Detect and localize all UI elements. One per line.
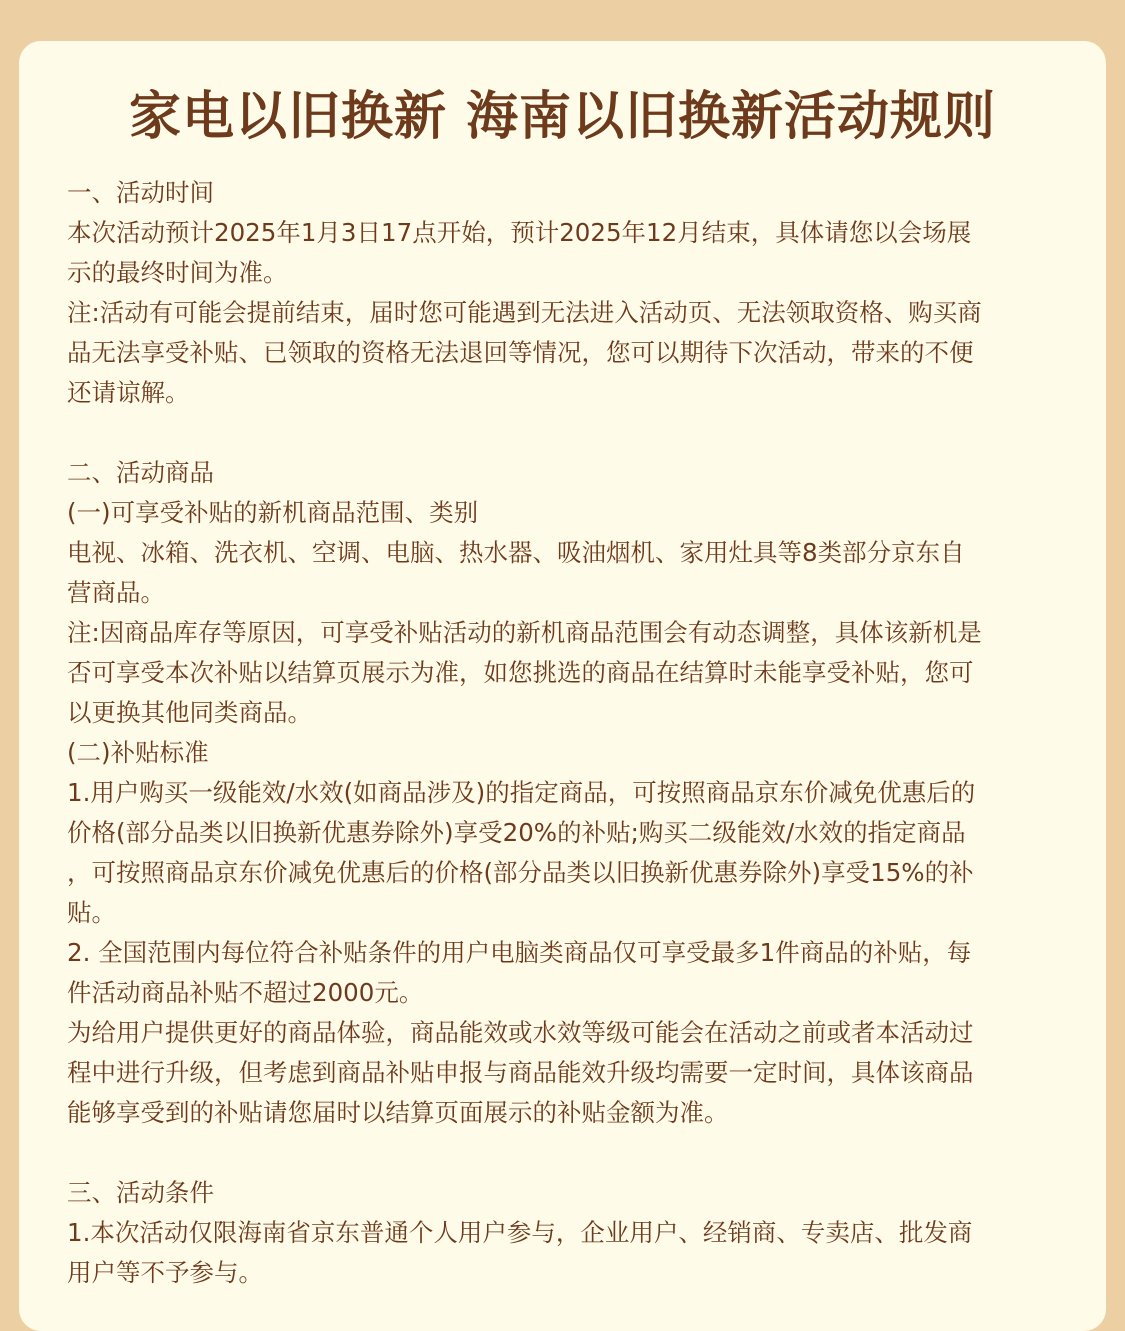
rule-3-line: 为给用户提供更好的商品体验，商品能效或水效等级可能会在活动之前或者本活动过 <box>67 1018 974 1047</box>
rule-3-line: 能够享受到的补贴请您届时以结算页面展示的补贴金额为准。 <box>67 1098 729 1127</box>
page-title: 家电以旧换新 海南以旧换新活动规则 <box>128 87 997 147</box>
section-spacer <box>67 413 1067 453</box>
section-1-heading: 一、活动时间 <box>67 178 214 207</box>
rule-1-line: 价格(部分品类以旧换新优惠券除外)享受20%的补贴;购买二级能效/水效的指定商品 <box>67 818 966 847</box>
section-1-note-line: 注:活动有可能会提前结束，届时您可能遇到无法进入活动页、无法领取资格、购买商 <box>67 298 982 327</box>
rule-2-line: 件活动商品补贴不超过2000元。 <box>67 978 424 1007</box>
rule-3-line: 程中进行升级，但考虑到商品补贴申报与商品能效升级均需要一定时间，具体该商品 <box>67 1058 974 1087</box>
section-2-note-line: 注:因商品库存等原因，可享受补贴活动的新机商品范围会有动态调整，具体该新机是 <box>67 618 982 647</box>
rule-1-line: ，可按照商品京东价减免优惠后的价格(部分品类以旧换新优惠券除外)享受15%的补 <box>67 858 974 887</box>
section-2-note-line: 以更换其他同类商品。 <box>67 698 312 727</box>
section-2-heading: 二、活动商品 <box>67 458 214 487</box>
rule-1-line: 1.用户购买一级能效/水效(如商品涉及)的指定商品，可按照商品京东价减免优惠后的 <box>67 778 976 807</box>
rules-content <box>67 173 1067 1293</box>
section-1-text-line: 本次活动预计2025年1月3日17点开始，预计2025年12月结束，具体请您以会场展 <box>67 218 972 247</box>
rule-2-line: 2. 全国范围内每位符合补贴条件的用户电脑类商品仅可享受最多1件商品的补贴，每 <box>67 938 972 967</box>
section-2-subheading-scope: (一)可享受补贴的新机商品范围、类别 <box>67 498 479 527</box>
condition-1-line: 用户等不予参与。 <box>67 1258 263 1287</box>
section-1-note-line: 还请谅解。 <box>67 378 190 407</box>
condition-1-line: 1.本次活动仅限海南省京东普通个人用户参与，企业用户、经销商、专卖店、批发商 <box>67 1218 973 1247</box>
section-2-subheading-standard: (二)补贴标准 <box>67 738 209 767</box>
rule-1-line: 贴。 <box>67 898 116 927</box>
section-2-note-line: 否可享受本次补贴以结算页展示为准，如您挑选的商品在结算时未能享受补贴，您可 <box>67 658 974 687</box>
section-3-heading: 三、活动条件 <box>67 1178 214 1207</box>
section-2-text-line: 营商品。 <box>67 578 165 607</box>
section-1-text-line: 示的最终时间为准。 <box>67 258 288 287</box>
section-1-note-line: 品无法享受补贴、已领取的资格无法退回等情况，您可以期待下次活动，带来的不便 <box>67 338 974 367</box>
section-spacer <box>67 1133 1067 1173</box>
section-2-text-line: 电视、冰箱、洗衣机、空调、电脑、热水器、吸油烟机、家用灶具等8类部分京东自 <box>67 538 965 567</box>
